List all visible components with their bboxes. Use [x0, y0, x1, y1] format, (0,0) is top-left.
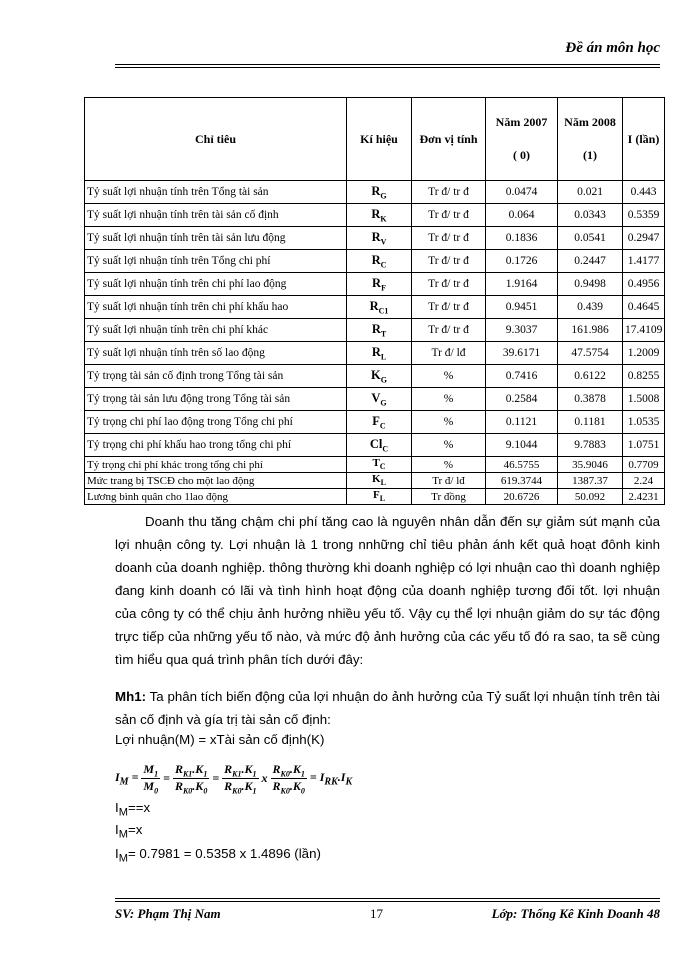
im-result-line: $I_M= 0.7981 = 0.5358$ x 1.4896 (lần): [115, 846, 321, 865]
row-index: 0.4956: [623, 273, 665, 296]
row-value-2008: 0.1181: [558, 411, 623, 434]
footer-student: SV: Phạm Thị Nam: [115, 906, 221, 921]
row-symbol: $R_C$: [347, 250, 412, 273]
row-index: 2.4231: [623, 489, 665, 505]
table-row: [85, 365, 665, 388]
row-name: Mức trang bị TSCĐ cho một lao động: [85, 473, 347, 489]
row-value-2008: 9.7883: [558, 434, 623, 457]
row-index: 0.5359: [623, 204, 665, 227]
row-symbol: $F_L$: [347, 489, 412, 505]
row-symbol: $R_F$: [347, 273, 412, 296]
row-name: Tỷ suất lợi nhuận tính trên chi phí khấu hao: [85, 296, 347, 319]
index-formula: $I_M$ = $\frac{M_1}{M_0}$ = $\frac{R_{K1}.K_1}{R_{K0}.K_0}$ = $\frac{R_{K1}.K_1}{R_{K0}.K_1}$ x $\frac{R_{K0}.K_1}{R_{K0}.K_0}$ = $I_{RK}.I_K$: [115, 762, 353, 796]
row-name: Tỷ trọng chi phí lao động trong Tổng chi phí: [85, 411, 347, 434]
table-row: [85, 296, 665, 319]
paragraph-analysis: Doanh thu tăng chậm chi phí tăng cao là nguyên nhân dẫn đến sự giảm sút mạnh của lợi nhuận công ty. Lợi nhuận là 1 trong nnhững chỉ tiêu phản ánh kết quả hoạt đônh kinh doanh của doanh nghiệp. thông thường khi doanh nghiệp có lợi nhuận cao thì doanh nghiệp đang kinh doanh có lãi và tình hình hoạt động của doanh nghiệp tương đối tốt. lợi nhuận của công ty có thể chịu ảnh hưởng nhiều yếu tố. Vậy cụ thể lợi nhuận giảm do sự tác động trực tiếp của những yếu tố nào, và mức độ ảnh hưởng của các yếu tố đó ra sao, ta sẽ cùng tìm hiểu qua quá trình phân tích dưới đây:: [115, 514, 660, 667]
col-index: I (lần): [623, 98, 665, 181]
row-symbol: $R_{C1}$: [347, 296, 412, 319]
row-name: Tỷ suất lợi nhuận tính trên chi phí khác: [85, 319, 347, 342]
col-unit: Đơn vị tính: [412, 98, 486, 181]
row-unit: %: [412, 457, 486, 473]
table-row: [85, 273, 665, 296]
row-symbol: $T_C$: [347, 457, 412, 473]
row-symbol: $V_G$: [347, 388, 412, 411]
row-unit: Tr đ/ lđ: [412, 473, 486, 489]
row-name: Tỷ suất lợi nhuận tính trên số lao động: [85, 342, 347, 365]
table-row: [85, 457, 665, 473]
table-row: [85, 473, 665, 489]
table-header-row: [85, 98, 665, 181]
row-value-2007: 0.064: [486, 204, 558, 227]
row-name: Tỷ suất lợi nhuận tính trên chi phí lao động: [85, 273, 347, 296]
row-value-2007: 0.0474: [486, 181, 558, 204]
row-unit: Tr đ/ tr đ: [412, 273, 486, 296]
row-symbol: $R_V$: [347, 227, 412, 250]
row-name: Tỷ trọng tài sản cố định trong Tổng tài sản: [85, 365, 347, 388]
mh1-paragraph: [115, 685, 660, 731]
row-name: Tỷ trọng tài sản lưu động trong Tổng tài sản: [85, 388, 347, 411]
footer-rule: [115, 898, 660, 902]
indicator-table: [84, 97, 665, 505]
row-value-2008: 0.9498: [558, 273, 623, 296]
row-value-2007: 0.7416: [486, 365, 558, 388]
table-row: [85, 319, 665, 342]
row-index: 17.4109: [623, 319, 665, 342]
row-name: Tỷ suất lợi nhuận tính trên tài sản cố định: [85, 204, 347, 227]
row-name: Tỷ trọng chi phí khác trong tổng chi phí: [85, 457, 347, 473]
row-unit: Tr đ/ tr đ: [412, 227, 486, 250]
row-symbol: $Cl_C$: [347, 434, 412, 457]
header-rule: [115, 64, 660, 68]
col-year-2008: Năm 2008 (1): [558, 98, 623, 181]
row-symbol: $K_G$: [347, 365, 412, 388]
col-year-2007: Năm 2007 ( 0): [486, 98, 558, 181]
row-index: 0.7709: [623, 457, 665, 473]
row-value-2007: 0.9451: [486, 296, 558, 319]
row-name: Tỷ suất lợi nhuận tính trên tài sản lưu động: [85, 227, 347, 250]
row-index: 1.5008: [623, 388, 665, 411]
row-value-2008: 0.0541: [558, 227, 623, 250]
footer-page-number: 17: [370, 906, 383, 921]
row-index: 0.4645: [623, 296, 665, 319]
row-value-2008: 0.021: [558, 181, 623, 204]
row-unit: Tr đ/ tr đ: [412, 319, 486, 342]
row-value-2008: 0.6122: [558, 365, 623, 388]
row-index: 1.2009: [623, 342, 665, 365]
row-value-2007: 20.6726: [486, 489, 558, 505]
row-value-2008: 50.092: [558, 489, 623, 505]
row-index: 1.0535: [623, 411, 665, 434]
mh1-label: Mh1:: [115, 689, 147, 704]
row-value-2008: 0.0343: [558, 204, 623, 227]
table-row: [85, 434, 665, 457]
table-row: [85, 411, 665, 434]
row-unit: Tr đ/ lđ: [412, 342, 486, 365]
row-value-2007: 0.1836: [486, 227, 558, 250]
mh1-text: Ta phân tích biến động của lợi nhuận do ảnh hưởng của Tỷ suất lợi nhuận tính trên tài sản cố định và gía trị tài sản cố định:: [115, 689, 660, 727]
table-row: [85, 250, 665, 273]
table-row: [85, 489, 665, 505]
row-unit: %: [412, 434, 486, 457]
row-symbol: $K_L$: [347, 473, 412, 489]
row-value-2008: 35.9046: [558, 457, 623, 473]
row-symbol: $R_G$: [347, 181, 412, 204]
row-unit: Tr đ/ tr đ: [412, 181, 486, 204]
row-symbol: $R_T$: [347, 319, 412, 342]
row-value-2007: 1.9164: [486, 273, 558, 296]
im-line-2: $I_M=x$: [115, 822, 143, 841]
row-index: 1.0751: [623, 434, 665, 457]
row-value-2007: 0.2584: [486, 388, 558, 411]
row-symbol: $F_C$: [347, 411, 412, 434]
col-symbol: Kí hiệu: [347, 98, 412, 181]
im-line-1: $I_M==x$: [115, 800, 151, 819]
row-value-2007: 46.5755: [486, 457, 558, 473]
table-row: [85, 204, 665, 227]
row-value-2008: 1387.37: [558, 473, 623, 489]
row-symbol: $R_L$: [347, 342, 412, 365]
row-value-2007: 9.1044: [486, 434, 558, 457]
row-value-2008: 0.439: [558, 296, 623, 319]
row-unit: %: [412, 411, 486, 434]
row-unit: Tr đồng: [412, 489, 486, 505]
row-name: Tỷ suất lợi nhuận tính trên Tổng chi phí: [85, 250, 347, 273]
formula-line: Lợi nhuận(M) = xTài sản cố định(K): [115, 732, 325, 747]
row-value-2007: 39.6171: [486, 342, 558, 365]
row-value-2007: 0.1121: [486, 411, 558, 434]
row-index: 2.24: [623, 473, 665, 489]
row-index: 0.443: [623, 181, 665, 204]
row-value-2007: 9.3037: [486, 319, 558, 342]
header-title: Đề án môn học: [565, 40, 660, 56]
row-index: 0.8255: [623, 365, 665, 388]
row-value-2008: 0.3878: [558, 388, 623, 411]
col-indicator: Chỉ tiêu: [85, 98, 347, 181]
footer-class: Lớp: Thống Kê Kinh Doanh 48: [491, 906, 660, 921]
row-unit: Tr đ/ tr đ: [412, 250, 486, 273]
row-unit: Tr đ/ tr đ: [412, 204, 486, 227]
row-value-2008: 47.5754: [558, 342, 623, 365]
row-index: 0.2947: [623, 227, 665, 250]
table-row: [85, 181, 665, 204]
table-row: [85, 388, 665, 411]
table-row: [85, 342, 665, 365]
row-value-2008: 161.986: [558, 319, 623, 342]
row-name: Tỷ trọng chi phí khấu hao trong tổng chi phí: [85, 434, 347, 457]
row-value-2007: 0.1726: [486, 250, 558, 273]
table-row: [85, 227, 665, 250]
row-symbol: $R_K$: [347, 204, 412, 227]
row-value-2007: 619.3744: [486, 473, 558, 489]
row-unit: %: [412, 365, 486, 388]
row-unit: %: [412, 388, 486, 411]
row-value-2008: 0.2447: [558, 250, 623, 273]
row-name: Tỷ suất lợi nhuận tính trên Tổng tài sản: [85, 181, 347, 204]
row-name: Lương bình quân cho 1lao động: [85, 489, 347, 505]
row-index: 1.4177: [623, 250, 665, 273]
row-unit: Tr đ/ tr đ: [412, 296, 486, 319]
